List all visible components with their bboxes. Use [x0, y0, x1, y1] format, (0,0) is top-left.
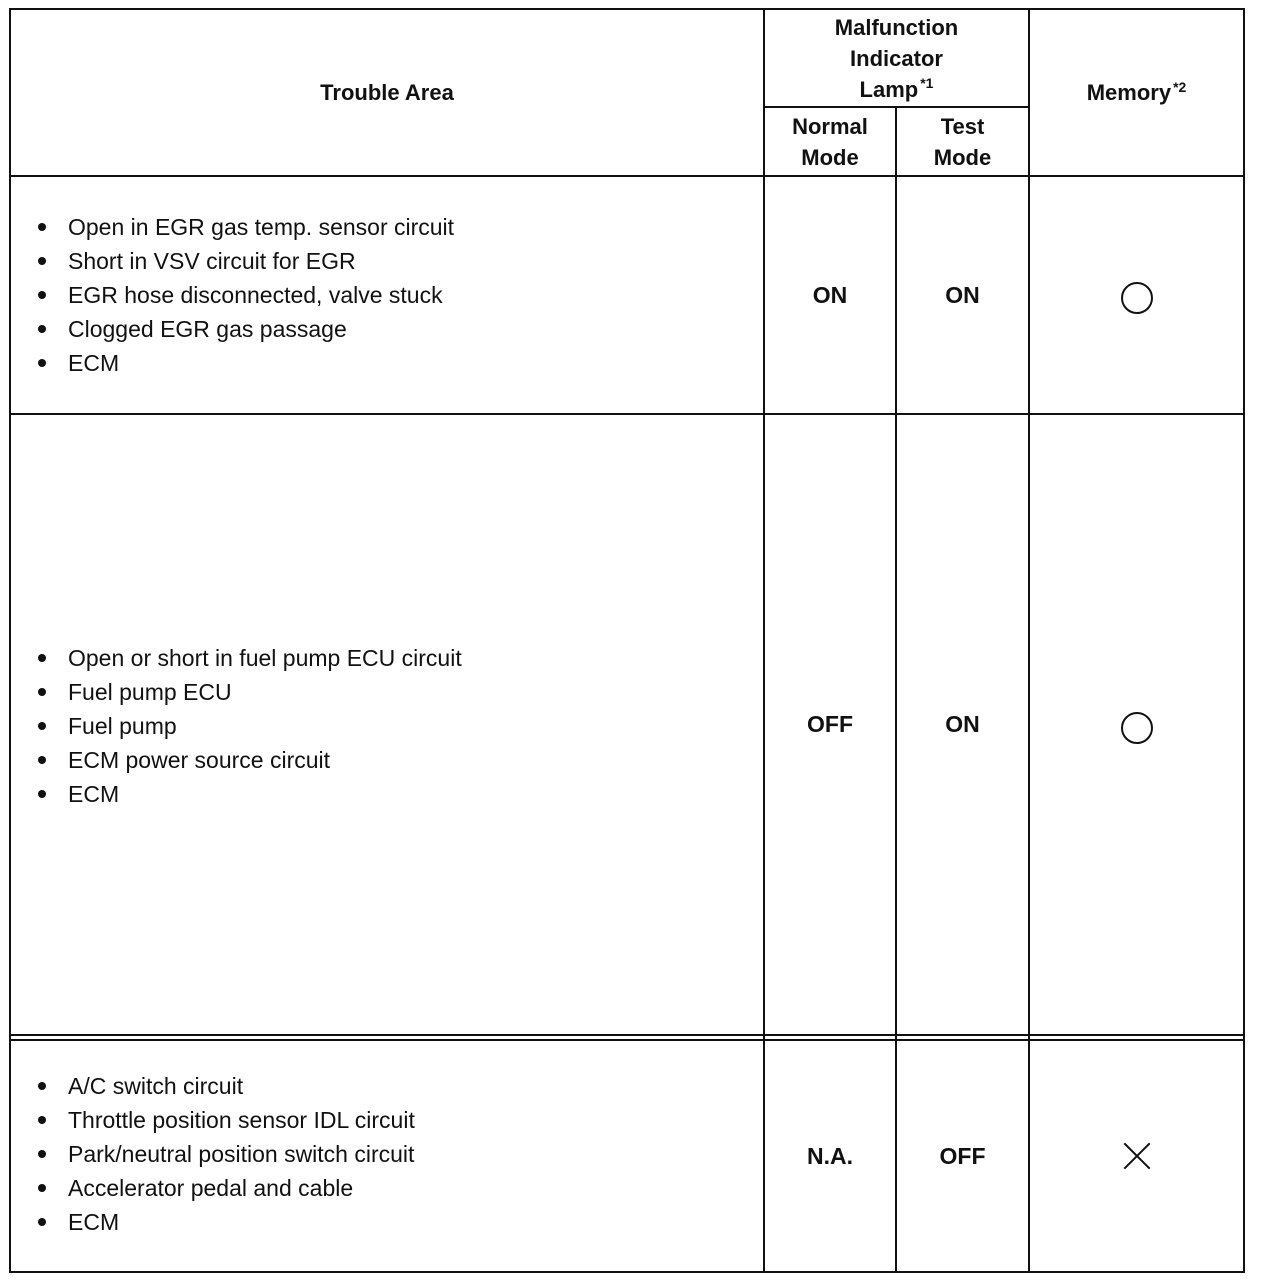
list-item: ECM power source circuit: [28, 743, 462, 777]
bullet-icon: [38, 688, 46, 696]
header-memory-text: Memory: [1086, 80, 1172, 105]
list-item: Park/neutral position switch circuit: [28, 1137, 415, 1171]
row-1-normal-mode: ON: [812, 281, 848, 308]
row-1-trouble-list: [28, 210, 454, 380]
header-normal-line2: Mode: [801, 144, 859, 170]
row-3-normal-mode: N.A.: [807, 1142, 853, 1169]
bullet-icon: [38, 654, 46, 662]
row-2-normal-mode: OFF: [807, 711, 853, 737]
list-item: Clogged EGR gas passage: [28, 312, 454, 346]
list-item: Open or short in fuel pump ECU circuit: [28, 641, 462, 675]
list-item: Throttle position sensor IDL circuit: [28, 1103, 415, 1137]
bullet-icon: [38, 223, 46, 231]
header-divider: [9, 175, 1245, 177]
row-1-memory: [1030, 180, 1243, 416]
list-item: ECM: [28, 1205, 415, 1239]
header-mil-line3: Lamp: [859, 76, 919, 102]
header-normal-mode: [765, 108, 895, 175]
row-3-memory: [1030, 1041, 1243, 1271]
bullet-icon: [38, 722, 46, 730]
row-3-trouble-list: [28, 1069, 415, 1239]
list-item: ECM: [28, 346, 454, 380]
header-mil-line1: Malfunction: [834, 14, 959, 40]
row-2-memory: [1030, 418, 1243, 1037]
header-mil-line2: Indicator: [850, 45, 943, 71]
bullet-icon: [38, 291, 46, 299]
row-1-test-mode: ON: [945, 281, 980, 308]
header-test-mode: [897, 108, 1028, 175]
bullet-icon: [38, 325, 46, 333]
bullet-icon: [38, 359, 46, 367]
header-trouble-area: [11, 10, 763, 175]
header-memory: [1030, 10, 1243, 175]
list-item: A/C switch circuit: [28, 1069, 415, 1103]
header-malfunction-indicator-lamp: [765, 10, 1028, 106]
circle-icon: [1121, 712, 1153, 744]
bullet-icon: [38, 257, 46, 265]
header-test-line2: Mode: [933, 144, 992, 170]
list-item: Fuel pump: [28, 709, 462, 743]
list-item: EGR hose disconnected, valve stuck: [28, 278, 454, 312]
bullet-icon: [38, 1184, 46, 1192]
list-item: Accelerator pedal and cable: [28, 1171, 415, 1205]
cross-icon: [1123, 1142, 1151, 1170]
bullet-icon: [38, 756, 46, 764]
header-mil-footnote: *1: [920, 75, 934, 92]
list-item: Open in EGR gas temp. sensor circuit: [28, 210, 454, 244]
bullet-icon: [38, 1218, 46, 1226]
row-3-test-mode: OFF: [939, 1142, 986, 1169]
header-memory-footnote: *2: [1173, 78, 1187, 95]
header-test-line1: Test: [940, 113, 985, 139]
list-item: Fuel pump ECU: [28, 675, 462, 709]
bullet-icon: [38, 1150, 46, 1158]
header-normal-line1: Normal: [792, 113, 868, 139]
bullet-icon: [38, 790, 46, 798]
circle-icon: [1121, 282, 1153, 314]
bullet-icon: [38, 1082, 46, 1090]
list-item: Short in VSV circuit for EGR: [28, 244, 454, 278]
row-2-test-mode: ON: [945, 711, 980, 737]
row-2-trouble-list: [28, 641, 462, 811]
list-item: ECM: [28, 777, 462, 811]
header-trouble-area-text: Trouble Area: [320, 80, 454, 105]
bullet-icon: [38, 1116, 46, 1124]
